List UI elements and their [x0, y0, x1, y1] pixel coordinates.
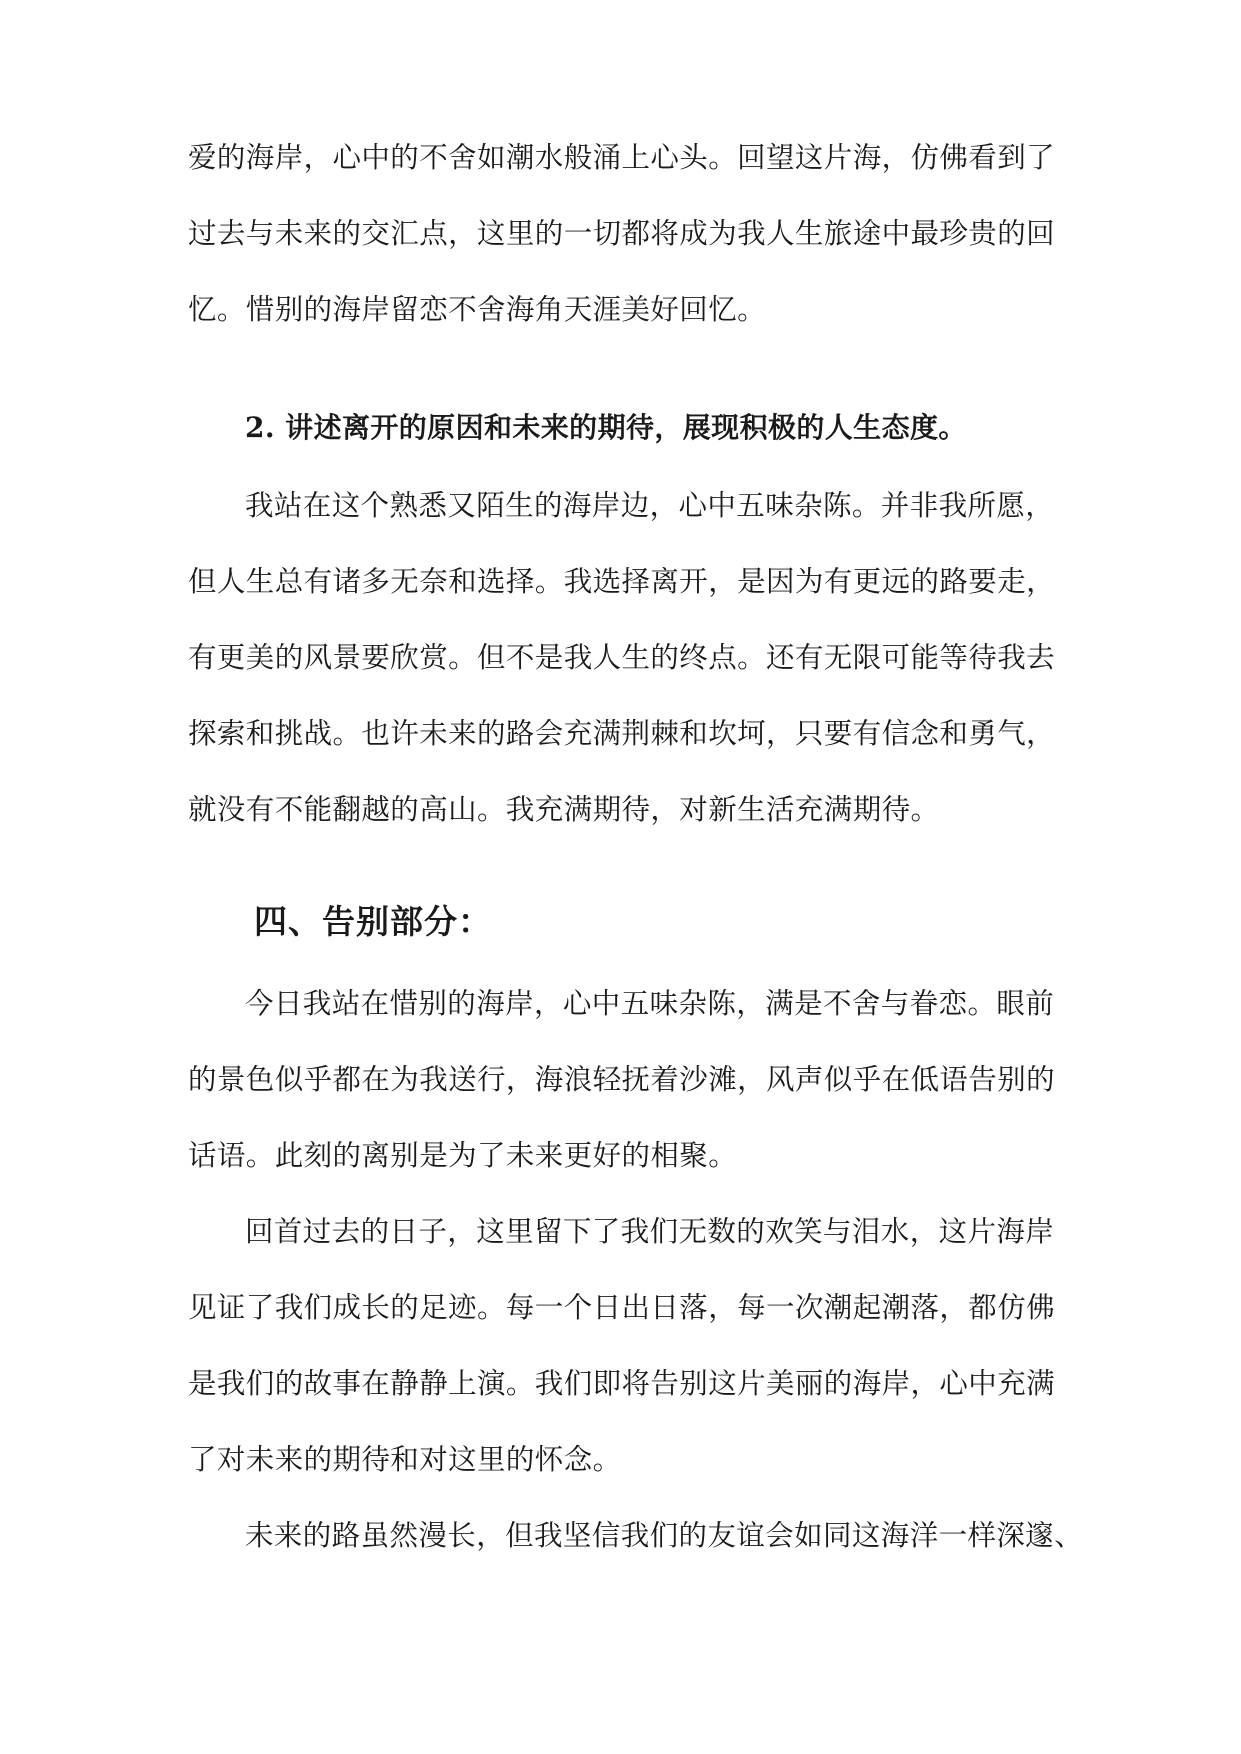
paragraph-line: 过去与未来的交汇点，这里的一切都将成为我人生旅途中最珍贵的回 [188, 217, 1056, 250]
paragraph-line: 探索和挑战。也许未来的路会充满荆棘和坎坷，只要有信念和勇气， [188, 717, 1056, 750]
paragraph-line: 的景色似乎都在为我送行，海浪轻抚着沙滩，风声似乎在低语告别的 [188, 1063, 1056, 1096]
paragraph-line: 有更美的风景要欣赏。但不是我人生的终点。还有无限可能等待我去 [188, 641, 1056, 674]
paragraph-line: 但人生总有诸多无奈和选择。我选择离开，是因为有更远的路要走， [188, 565, 1056, 598]
paragraph-line: 今日我站在惜别的海岸，心中五味杂陈，满是不舍与眷恋。眼前 [245, 987, 1055, 1020]
paragraph-line: 就没有不能翻越的高山。我充满期待，对新生活充满期待。 [188, 793, 940, 826]
paragraph-line: 爱的海岸，心中的不舍如潮水般涌上心头。回望这片海，仿佛看到了 [188, 141, 1056, 174]
section-heading: 四、告别部分： [254, 902, 492, 941]
paragraph-line: 是我们的故事在静静上演。我们即将告别这片美丽的海岸，心中充满 [188, 1367, 1056, 1400]
paragraph-line: 回首过去的日子，这里留下了我们无数的欢笑与泪水，这片海岸 [245, 1215, 1055, 1248]
paragraph-line: 我站在这个熟悉又陌生的海岸边，心中五味杂陈。并非我所愿， [245, 489, 1055, 522]
paragraph-line: 了对未来的期待和对这里的怀念。 [188, 1443, 622, 1476]
paragraph-line: 忆。惜别的海岸留恋不舍海角天涯美好回忆。 [188, 293, 767, 326]
paragraph-line: 话语。此刻的离别是为了未来更好的相聚。 [188, 1139, 738, 1172]
paragraph-line: 见证了我们成长的足迹。每一个日出日落，每一次潮起潮落，都仿佛 [188, 1291, 1056, 1324]
subheading: 2. 讲述离开的原因和未来的期待，展现积极的人生态度。 [245, 411, 967, 444]
paragraph-line: 未来的路虽然漫长，但我坚信我们的友谊会如同这海洋一样深邃、 [245, 1519, 1084, 1552]
